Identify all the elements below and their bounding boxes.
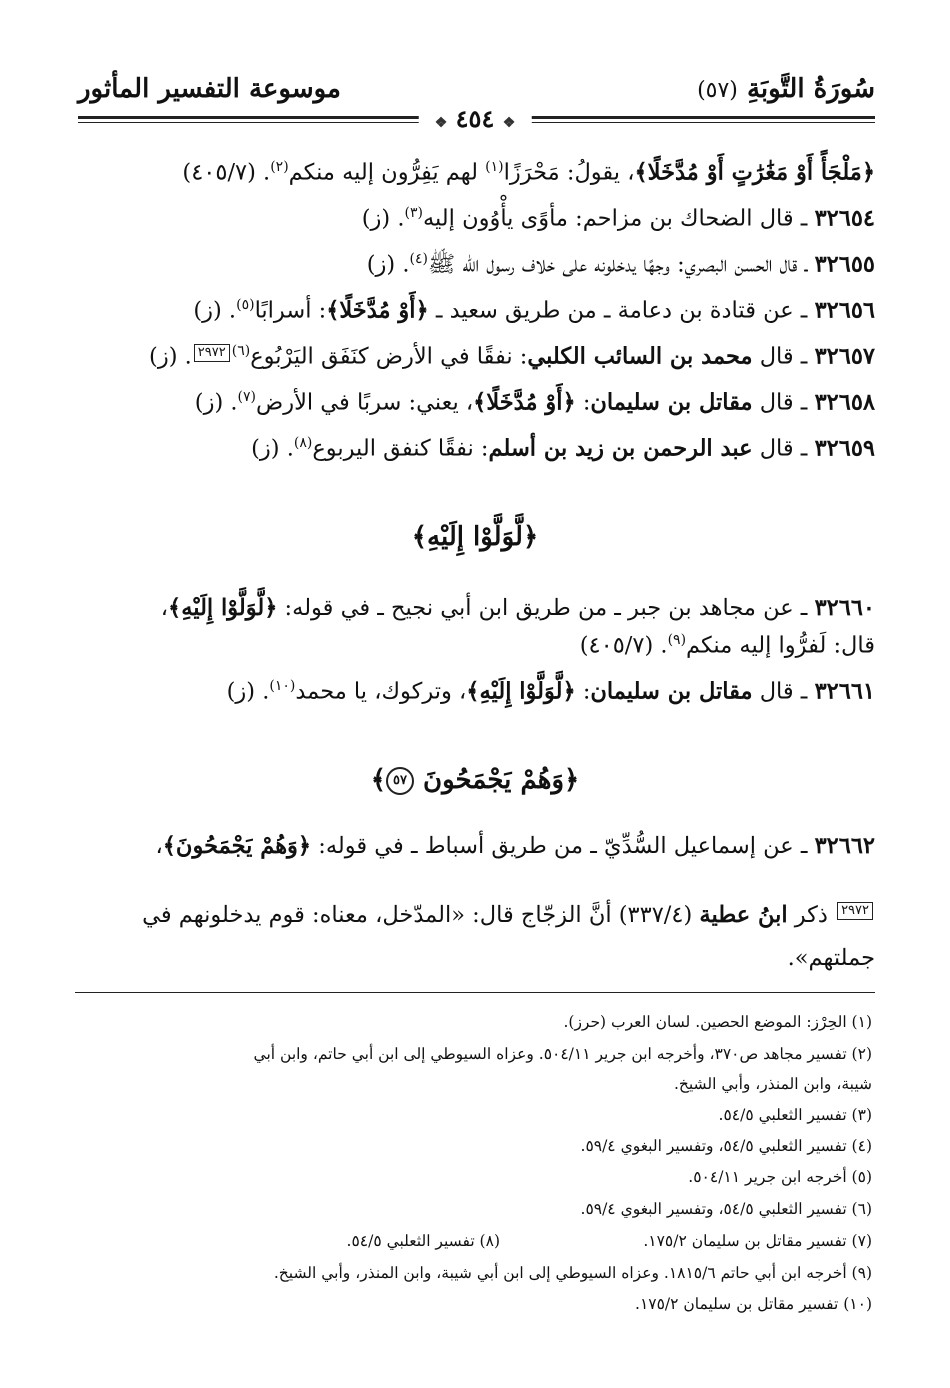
narration-number: ٣٢٦٦٢: [814, 833, 875, 859]
footnote: (١) الحِرْز: الموضع الحصين. لسان العرب (حرز).: [563, 1013, 872, 1031]
surah-title: سُورَةُ التَّوبَةِ: [746, 74, 875, 104]
text-span: لهم يَفِرُّون إليه منكم: [288, 159, 486, 186]
narration-line: [75, 597, 875, 620]
text-span: . (٤٠٥/٧): [579, 632, 668, 659]
footnote: (٢) تفسير مجاهد ص٣٧٠، وأخرجه ابن جرير ٥٠٤/١١. وعزاه السيوطي إلى ابن أبي حاتم، وابن أبي: [253, 1045, 872, 1063]
text-span: ـ عن مجاهد بن جبر ـ من طريق ابن أبي نجيح ـ في قوله:: [277, 595, 815, 621]
text-span: ـ قال: [752, 678, 815, 705]
text-span: ، يعني: سربًا في الأرض: [256, 389, 474, 416]
footnote-ref: (٩): [667, 632, 687, 648]
narration-line: [75, 390, 875, 414]
text-line: [75, 633, 875, 657]
text-span: . (ز): [193, 297, 237, 324]
footnote: (٤) تفسير الثعلبي ٥٤/٥، وتفسير البغوي ٥٩/٤.: [580, 1137, 872, 1155]
footnote: (١٠) تفسير مقاتل بن سليمان ١٧٥/٢.: [635, 1295, 872, 1313]
text-span: ، وتركوك، يا محمد: [295, 678, 467, 705]
text-span: . (ز): [361, 205, 405, 232]
page-number: [419, 104, 532, 133]
text-span: ـ قال: [752, 389, 815, 416]
footnote-ref: (١): [485, 159, 504, 175]
text-span: . (ز): [226, 678, 270, 705]
footnote: (٩) أخرجه ابن أبي حاتم ١٨١٥/٦. وعزاه السيوطي إلى ابن أبي شيبة، وابن المنذر، وأبي الشيخ.: [273, 1264, 872, 1282]
narration-number: ٣٢٦٥٨: [814, 389, 875, 416]
narration-number: ٣٢٦٦١: [814, 678, 875, 705]
text-span: . (ز): [149, 343, 192, 370]
commentary-note: [75, 902, 875, 928]
footnote: (٦) تفسير الثعلبي ٥٤/٥، وتفسير البغوي ٥٩/٤.: [580, 1200, 872, 1218]
quran-quote: ﴿لَّوَلَّوْا إِلَيْهِ﴾: [168, 595, 278, 621]
footnote-cont: شيبة، وابن المنذر، وأبي الشيخ.: [673, 1075, 872, 1093]
footnote-ref: (٢): [270, 159, 289, 175]
narration-line: [75, 436, 875, 460]
text-span: :: [575, 678, 591, 705]
footnote: (٣) تفسير الثعلبي ٥٤/٥.: [718, 1106, 872, 1124]
narration-line: [75, 835, 875, 858]
page-number-text: ٤٥٤: [455, 104, 495, 133]
text-span: ـ عن قتادة بن دعامة ـ من طريق سعيد ـ: [428, 297, 815, 324]
quran-quote: ﴿أَوْ مُدَّخَلًا﴾: [326, 297, 429, 324]
running-header-surah: [697, 74, 875, 104]
text-span: ذكر: [787, 902, 836, 928]
text-span: ـ قال: [752, 435, 815, 462]
footnote: (٧) تفسير مقاتل بن سليمان ١٧٥/٢.: [643, 1232, 872, 1250]
commentary-note-cont: جملتهم».: [787, 945, 875, 971]
text-span: ، يقولُ: مَحْرَزًا: [503, 159, 635, 186]
text-span: : نفقًا في الأرض كنَفَق اليَرْبُوع: [250, 343, 528, 370]
section-heading-text: ﴿وَهُمْ يَجْمَحُونَ: [423, 765, 580, 795]
footnote-ref: (٨): [293, 435, 313, 451]
ornament-icon: ❖: [434, 115, 448, 131]
quran-quote: ﴿لَّوَلَّوْا إِلَيْهِ﴾: [466, 678, 576, 705]
section-heading: ﴿لَّوَلَّوْا إِلَيْهِ﴾: [411, 522, 539, 552]
narrator-name: محمد بن السائب الكلبي: [527, 343, 753, 370]
section-heading-close: ﴾: [370, 765, 386, 795]
quran-quote: ﴿مَلْجَأً أَوْ مَغَٰرَٰتٍ أَوْ مُدَّخَلًا﴾: [634, 159, 875, 186]
scholar-name: ابنُ عطية: [699, 902, 788, 928]
footnote-ref: (٤): [409, 251, 428, 267]
text-span: ،: [160, 595, 169, 621]
narration-line: [75, 206, 875, 230]
narration-line: [75, 344, 875, 368]
ayah-number-marker: ٥٧: [386, 767, 414, 795]
narration-number: ٣٢٦٥٤: [814, 205, 875, 232]
quran-quote: ﴿أَوْ مُدَّخَلًا﴾: [473, 389, 576, 416]
text-span: قال: لَفرُّوا إليه منكم: [686, 632, 875, 659]
text-span: . (ز): [251, 435, 294, 462]
text-span: :: [575, 389, 591, 416]
ornament-icon: ❖: [502, 115, 516, 131]
text-span: ـ عن إسماعيل السُّدِّيّ ـ من طريق أسباط ـ في قوله:: [311, 833, 815, 859]
text-span: ـ قال: [752, 343, 815, 370]
text-span: ـ قال الحسن البصري: وجهًا يدخلونه على خلاف رسول الله ﷺ: [427, 251, 815, 278]
narration-number: ٣٢٦٦٠: [814, 595, 875, 621]
text-span: . (ز): [194, 389, 238, 416]
text-span: : أسرابًا: [254, 297, 327, 324]
narrator-name: مقاتل بن سليمان: [590, 389, 753, 416]
text-span: (٣٣٧/٤) أنَّ الزجّاج قال: «المدّخل، معناه: قوم يدخلونهم في: [142, 902, 700, 928]
text-span: . (٤٠٥/٧): [182, 159, 271, 186]
text-span: ـ قال الضحاك بن مزاحم: مأوًى يأْوُون إليه: [422, 205, 815, 232]
commentary-ref-box: ٢٩٧٢: [194, 344, 230, 362]
narration-number: ٣٢٦٥٩: [814, 435, 875, 462]
footnote: (٨) تفسير الثعلبي ٥٤/٥.: [346, 1232, 500, 1250]
narration-number: ٣٢٦٥٥: [814, 251, 875, 278]
narration-line: [75, 252, 875, 276]
footnote-ref: (٧): [237, 389, 256, 405]
text-span: ،: [155, 833, 163, 859]
narration-number: ٣٢٦٥٧: [814, 343, 875, 370]
footnote-ref: (٦): [231, 343, 251, 359]
commentary-ref-box: ٢٩٧٢: [837, 902, 873, 920]
footnote-ref: (١٠): [269, 678, 296, 694]
narration-line: [75, 298, 875, 322]
footnote: (٥) أخرجه ابن جرير ٥٠٤/١١.: [688, 1168, 872, 1186]
narrator-name: عبد الرحمن بن زيد بن أسلم: [488, 435, 753, 462]
section-heading: [0, 765, 950, 795]
text-line: [75, 160, 875, 184]
footnote-ref: (٥): [236, 297, 255, 313]
surah-ayah-range: (٥٧): [697, 78, 738, 103]
text-span: : نفقًا كنفق اليربوع: [312, 435, 489, 462]
footnote-ref: (٣): [404, 205, 423, 221]
running-header-book-title: موسوعة التفسير المأثور: [78, 74, 341, 104]
narration-number: ٣٢٦٥٦: [814, 297, 875, 324]
narrator-name: مقاتل بن سليمان: [590, 678, 753, 705]
footnote-separator: [75, 992, 875, 993]
text-span: . (ز): [366, 251, 410, 278]
quran-quote: ﴿وَهُمْ يَجْمَحُونَ﴾: [162, 833, 312, 859]
narration-line: [75, 679, 875, 703]
